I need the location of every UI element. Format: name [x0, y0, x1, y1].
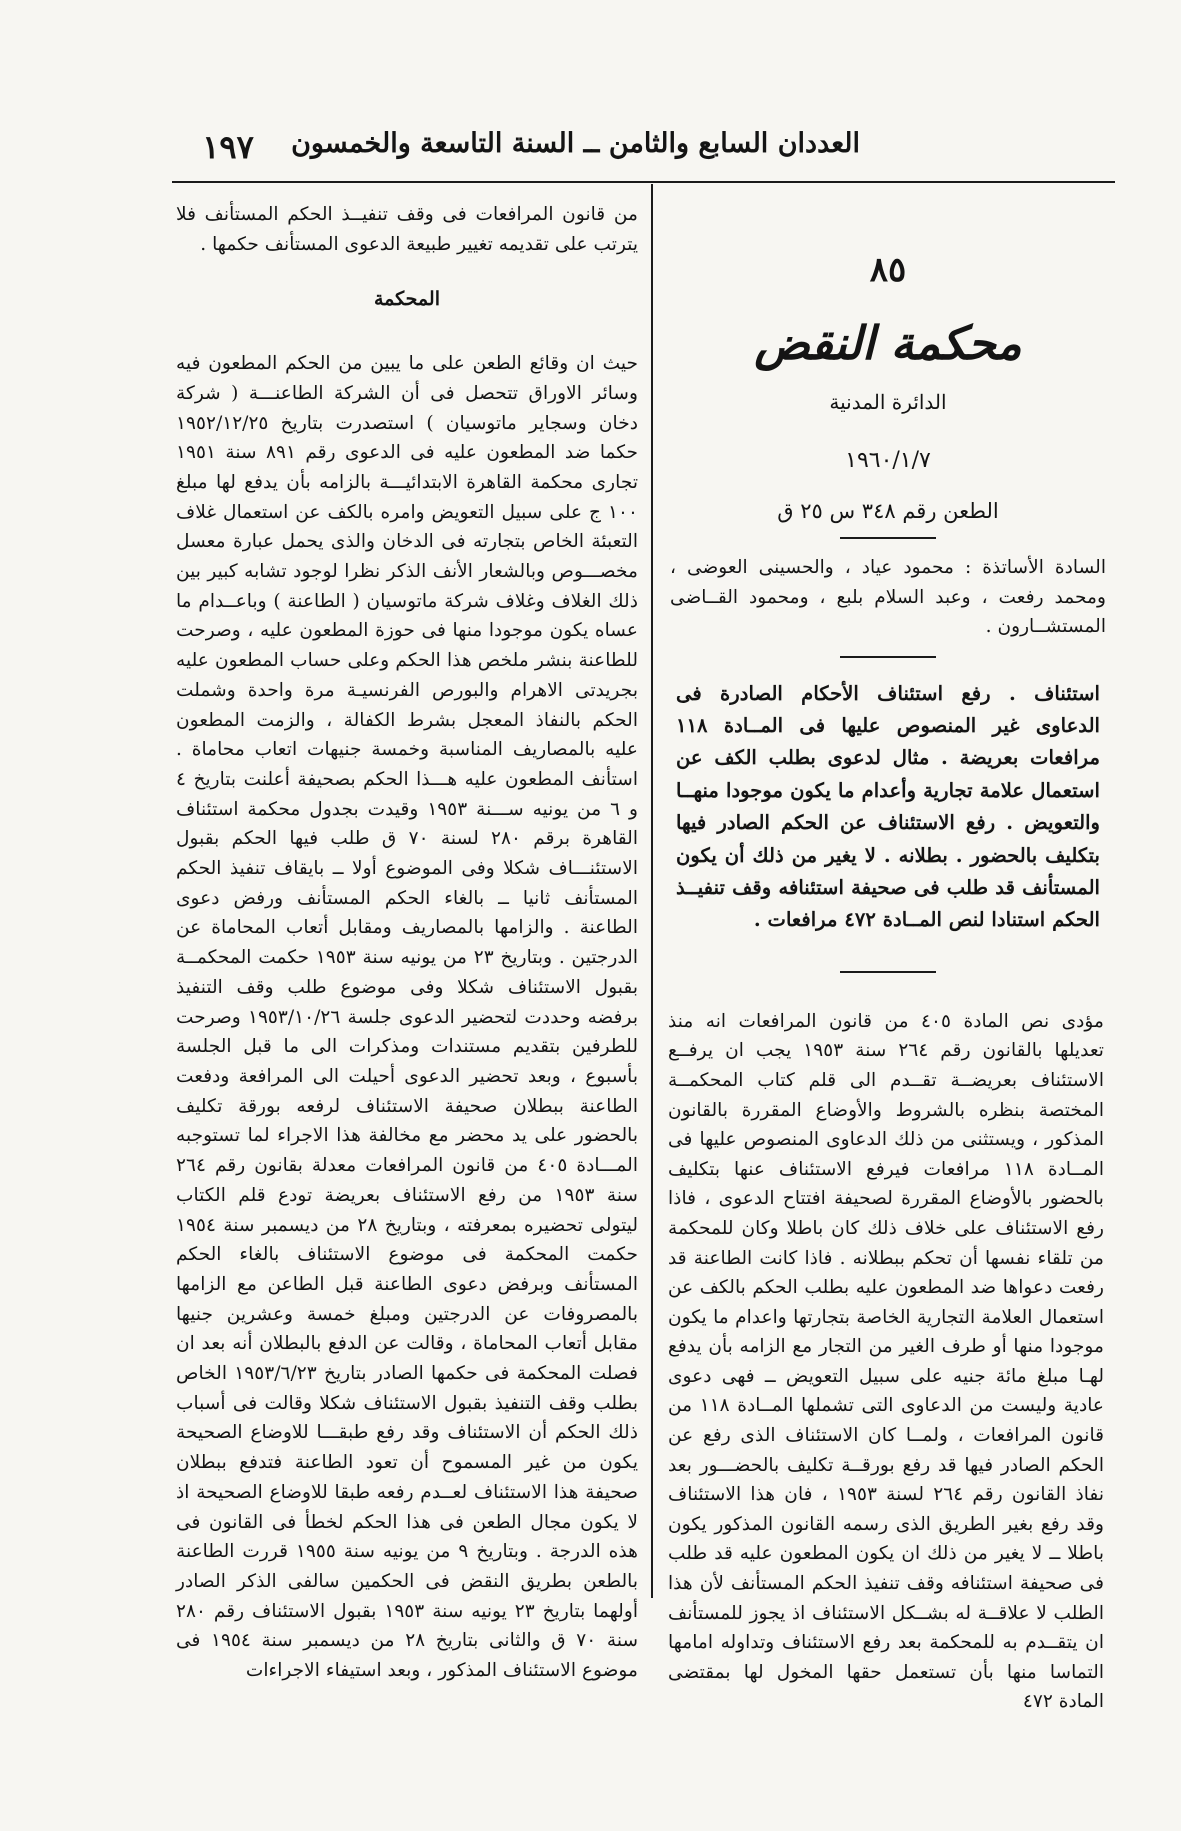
header-rule	[172, 181, 1115, 183]
facts-paragraph: حيث ان وقائع الطعن على ما يبين من الحكم المطعون فيه وسائر الاوراق تتحصل فى أن الشركة الطاعنـــة ( شركة دخان وسجاير ماتوسيان ) استصدرت بتاريخ ١٩٥٢/١٢/٢٥ حكما ضد المطعون عليه فى الدعوى رقم ٨٩١ سنة ١٩٥١ تجارى محكمة القاهرة الابتدائيـــة بالزامه بأن يدفع لها مبلغ ١٠٠ ج على سبيل التعويض وامره بالكف عن استعمال غلاف التعبئة الخاص بتجارته فى الدخان والذى يحمل عبارة معسل مخصـــوص وبالشعار الأنف الذكر نظرا لوجود تشابه كبير بين ذلك الغلاف وغلاف شركة ماتوسيان ( الطاعنة ) وباعــدام ما عساه يكون موجودا منها فى حوزة المطعون عليه ، وصرحت للطاعنة بنشر ملخص هذا الحكم وعلى حساب المطعون عليه بجريدتى الاهرام والبورص الفرنسيـة مرة واحدة وشملت الحكم بالنفاذ المعجل بشرط الكفالة ، والزمت المطعون عليه بالمصاريف المناسبة وخمسة جنيهات اتعاب محاماة . استأنف المطعون عليه هـــذا الحكم بصحيفة أعلنت بتاريخ ٤ و ٦ من يونيه ســـنة ١٩٥٣ وقيدت بجدول محكمة استئناف القاهرة برقم ٢٨٠ لسنة ٧٠ ق طلب فيها الحكم بقبول الاستئنـــاف شكلا وفى الموضوع أولا ــ بايقاف تنفيذ الحكم المستأنف ثانيا ــ بالغاء الحكم المستأنف ورفض دعوى الطاعنة . والزامها بالمصاريف ومقابل أتعاب المحاماة عن الدرجتين . وبتاريخ ٢٣ من يونيه سنة ١٩٥٣ حكمت المحكمــة بقبول الاستئناف شكلا وفى موضوع طلب وقف التنفيذ برفضه وحددت لتحضير الدعوى جلسة ١٩٥٣/١٠/٢٦ وصرحت للطرفين بتقديم مستندات ومذكرات الى ما قبل الجلسة بأسبوع ، وبعد تحضير الدعوى أحيلت الى المرافعة ودفعت الطاعنة ببطلان صحيفة الاستئناف لرفعه بورقة تكليف بالحضور على يد محضر مع مخالفة هذا الاجراء لما تستوجبه المـــادة ٤٠٥ من قانون المرافعات معدلة بقانون رقم ٢٦٤ سنة ١٩٥٣ من رفع الاستئناف بعريضة تودع قلم الكتاب ليتولى تحضيره بمعرفته ، وبتاريخ ٢٨ من ديسمبر سنة ١٩٥٤ حكمت المحكمة فى موضوع الاستئناف بالغاء الحكم المستأنف وبرفض دعوى الطاعنة قبل الطاعن مع الزامها بالمصروفات عن الدرجتين ومبلغ خمسة وعشرين جنيها مقابل أتعاب المحاماة ، وقالت عن الدفع بالبطلان أنه بعد ان فصلت المحكمة فى حكمها الصادر بتاريخ ١٩٥٣/٦/٢٣ الخاص بطلب وقف التنفيذ بقبول الاستئناف شكلا وقالت فى أسباب ذلك الحكم أن الاستئناف وقد رفع طبقـــا للاوضاع الصحيحة يكون من غير المسموح أن تعود الطاعنة فتدفع ببطلان صحيفة هذا الاستئناف لعــدم رفعه طبقا للاوضاع الصحيحة اذ لا يكون مجال الطعن فى هذا الحكم لخطأ فى القانون فى هذه الدرجة . وبتاريخ ٩ من يونيه سنة ١٩٥٥ قررت الطاعنة بالطعن بطريق النقض فى الحكمين سالفى الذكر الصادر أولهما بتاريخ ٢٣ يونيه سنة ١٩٥٣ بقبول الاستئناف رقم ٢٨٠ سنة ٧٠ ق والثانى بتاريخ ٢٨ من ديسمبر سنة ١٩٥٤ فى موضوع الاستئناف المذكور ، وبعد استيفاء الاجراءات	[176, 353, 639, 1682]
case-number: ٨٥	[869, 250, 907, 290]
intro-paragraph: من قانون المرافعات فى وقف تنفيــذ الحكم المستأنف فلا يترتب على تقديمه تغيير طبيعة الدعوى المستأنف حكمها .	[176, 204, 638, 255]
court-name: محكمة النقض	[754, 316, 1022, 370]
section-title: المحكمة	[374, 288, 440, 311]
legal-summary: استئناف . رفع استئناف الأحكام الصادرة فى الدعاوى غير المنصوص عليها فى المــادة ١١٨ مرافعات بعريضة . مثال لدعوى بطلب الكف عن استعمال علامة تجارية وأعدام ما يكون موجودا منهــا والتعويض . رفع الاستئناف عن الحكم الصادر فيها بتكليف بالحضور . بطلانه . لا يغير من ذلك أن يكون المستأنف قد طلب فى صحيفة استئنافه وقف تنفيــذ الحكم استنادا لنص المــادة ٤٧٢ مرافعات .	[676, 681, 1100, 932]
separator-line	[840, 971, 936, 973]
running-header: العددان السابع والثامن ــ السنة التاسعة والخمسون	[291, 128, 860, 159]
left-column	[176, 200, 638, 1686]
judges-list: السادة الأساتذة : محمود عياد ، والحسينى العوضى ، ومحمد رفعت ، وعبد السلام بلبع ، ومحمود القــاضى المستشــارون .	[670, 557, 1106, 637]
separator-line	[840, 656, 936, 658]
page-number: ١٩٧	[202, 128, 254, 166]
right-column	[662, 200, 1114, 1717]
chamber-name: الدائرة المدنية	[829, 390, 947, 414]
column-divider	[651, 184, 653, 1598]
ruling-principle: مؤدى نص المادة ٤٠٥ من قانون المرافعات انه منذ تعديلها بالقانون رقم ٢٦٤ سنة ١٩٥٣ يجب ان يرفــع الاستئناف بعريضــة تقــدم الى قلم كتاب المحكمــة المختصة بنظره بالشروط والأوضاع المقررة بالقانون المذكور ، ويستثنى من ذلك الدعاوى المنصوص عليها فى المــادة ١١٨ مرافعات فيرفع الاستئناف عنها بتكليف بالحضور بالأوضاع المقررة لصحيفة افتتاح الدعوى ، فاذا رفع الاستئناف على خلاف ذلك كان باطلا وكان للمحكمة من تلقاء نفسها أن تحكم ببطلانه . فاذا كانت الطاعنة قد رفعت دعواها ضد المطعون عليه بطلب الحكم بالكف عن استعمال العلامة التجارية الخاصة بتجارتها واعدام ما يكون موجودا منها أو طرف الغير من التجار مع الزامه بأن يدفع لهـا مبلغ مائة جنيه على سبيل التعويض ــ فهى دعوى عادية وليست من الدعاوى التى تشملها المــادة ١١٨ من قانون المرافعات ، ولمــا كان الاستئناف الذى رفع عن الحكم الصادر فيها قد رفع بورقــة تكليف بالحضـــور بعد نفاذ القانون رقم ٢٦٤ لسنة ١٩٥٣ ، فان هذا الاستئناف وقد رفع بغير الطريق الذى رسمه القانون المذكور يكون باطلا ــ لا يغير من ذلك ان يكون المطعون عليه قد طلب فى صحيفة استئنافه وقف تنفيذ الحكم المستأنف لأن هذا الطلب لا علاقــة له بشــكل الاستئناف اذ يجوز للمستأنف ان يتقــدم به للمحكمة بعد رفع الاستئناف وتداوله امامها التماسا منها بأن تستعمل حقها المخول لها بمقتضى المادة ٤٧٢	[668, 1010, 1105, 1713]
appeal-reference: الطعن رقم ٣٤٨ س ٢٥ ق	[777, 499, 999, 523]
separator-line	[840, 537, 936, 539]
ruling-date: ١٩٦٠/١/٧	[845, 448, 931, 473]
